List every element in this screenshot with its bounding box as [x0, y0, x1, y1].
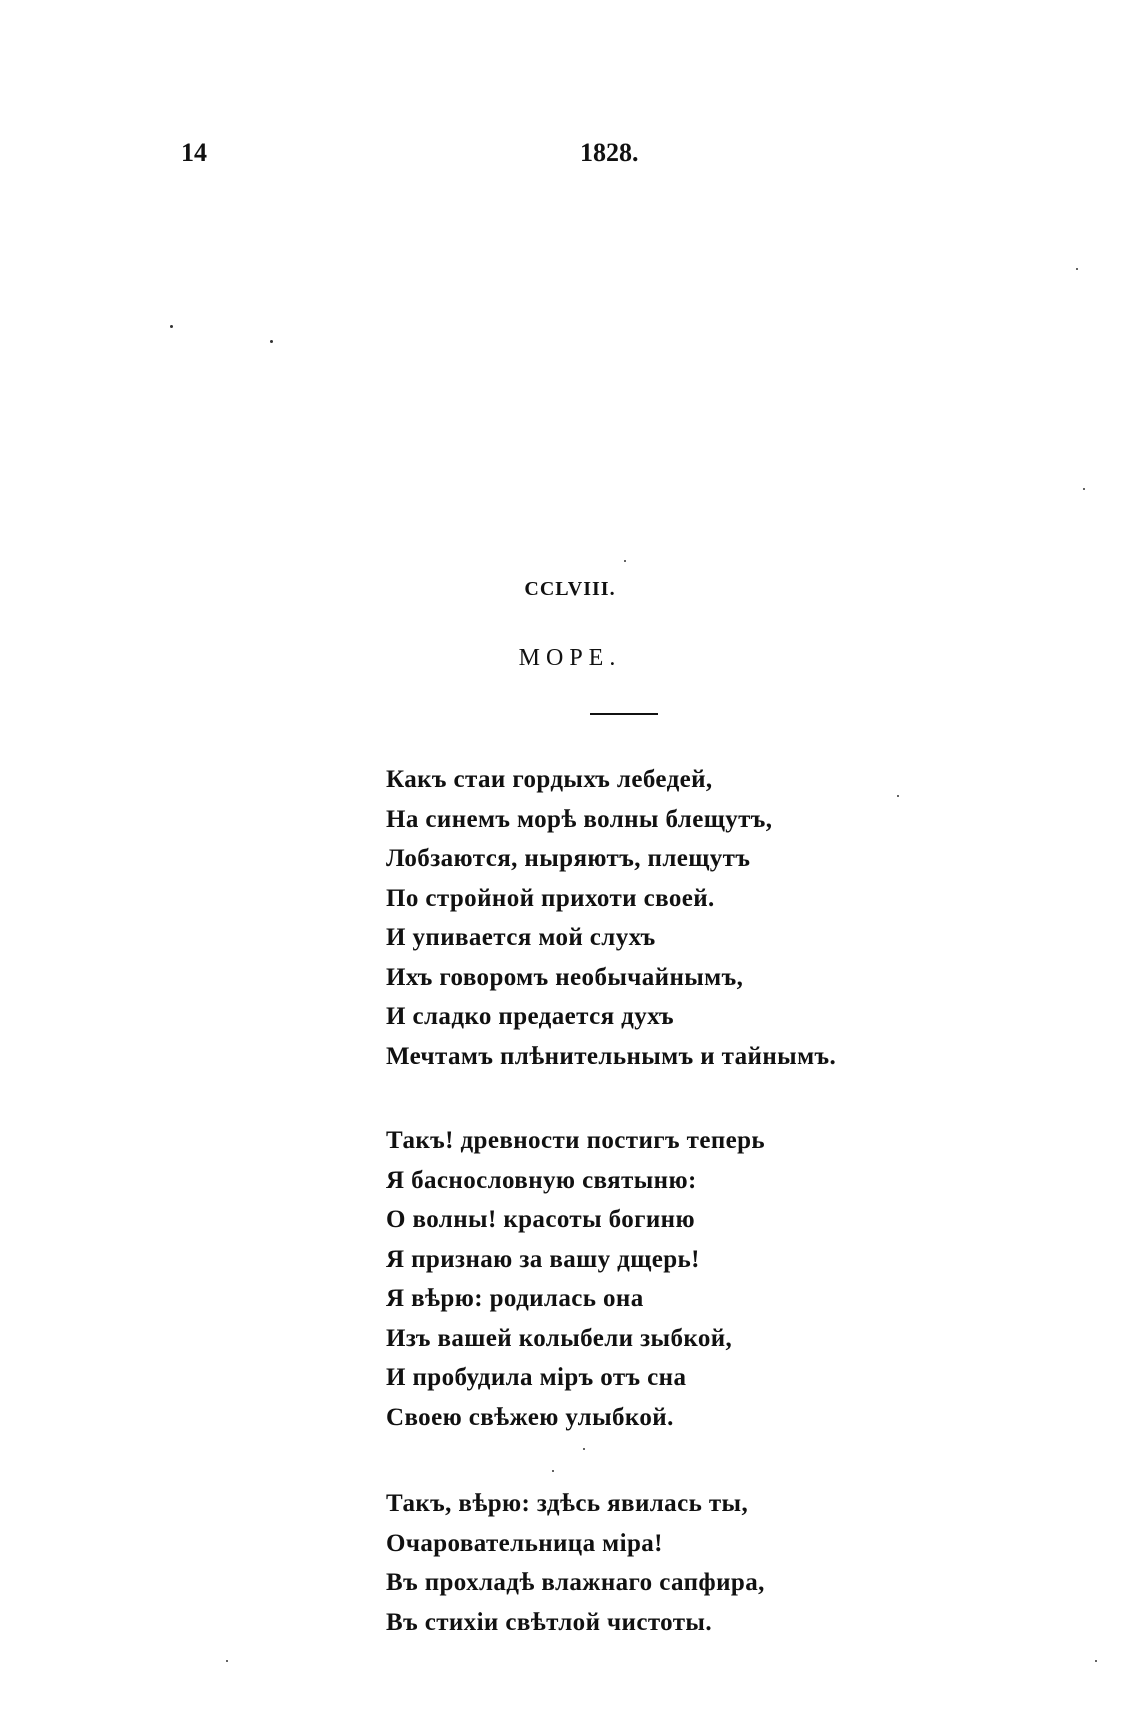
scan-speck	[226, 1660, 228, 1662]
verse-line: Какъ стаи гордыхъ лебедей,	[386, 766, 713, 793]
title-rule	[590, 713, 658, 715]
verse-line: Лобзаются, ныряютъ, плещутъ	[386, 845, 751, 872]
scan-speck	[170, 325, 173, 328]
scan-speck	[583, 1448, 585, 1450]
verse-line: Я признаю за вашу дщерь!	[386, 1245, 700, 1273]
verse-line: Я вѣрю: родилась она	[386, 1285, 644, 1312]
verse-line: Такъ, вѣрю: здѣсь явилась ты,	[386, 1490, 749, 1517]
page-number: 14	[181, 138, 207, 167]
poem-number: CCLVIII.	[524, 578, 616, 600]
verse-line: И сладко предается духъ	[386, 1003, 675, 1030]
scan-speck	[1083, 488, 1085, 490]
verse-line: Мечтамъ плѣнительнымъ и тайнымъ.	[386, 1042, 837, 1070]
scan-speck	[1095, 1660, 1097, 1662]
verse-line: Изъ вашей колыбели зыбкой,	[386, 1324, 733, 1352]
scan-speck	[1076, 268, 1078, 270]
scan-speck	[897, 795, 899, 797]
verse-line: Я баснословную святыню:	[386, 1166, 697, 1194]
verse-line: Очаровательница міра!	[386, 1529, 663, 1557]
stanza-3	[386, 1484, 765, 1642]
poem-title: МОРЕ.	[518, 645, 622, 671]
verse-line: Своею свѣжею улыбкой.	[386, 1403, 674, 1431]
verse-line: Въ стихіи свѣтлой чистоты.	[386, 1608, 712, 1636]
running-header-year: 1828.	[580, 138, 639, 167]
verse-line: О волны! красоты богиню	[386, 1206, 695, 1233]
verse-line: По стройной прихоти своей.	[386, 884, 715, 912]
verse-line: Въ прохладѣ влажнаго сапфира,	[386, 1569, 765, 1596]
scan-speck	[624, 560, 626, 562]
stanza-2	[386, 1121, 765, 1437]
stanza-1	[386, 760, 836, 1076]
verse-line: И упивается мой слухъ	[386, 924, 656, 951]
verse-line: На синемъ морѣ волны блещутъ,	[386, 805, 773, 833]
scan-speck	[270, 340, 273, 343]
verse-line: Ихъ говоромъ необычайнымъ,	[386, 963, 744, 991]
verse-line: Такъ! древности постигъ теперь	[386, 1127, 766, 1154]
verse-line: И пробудила міръ отъ сна	[386, 1364, 687, 1391]
scan-speck	[552, 1470, 554, 1472]
